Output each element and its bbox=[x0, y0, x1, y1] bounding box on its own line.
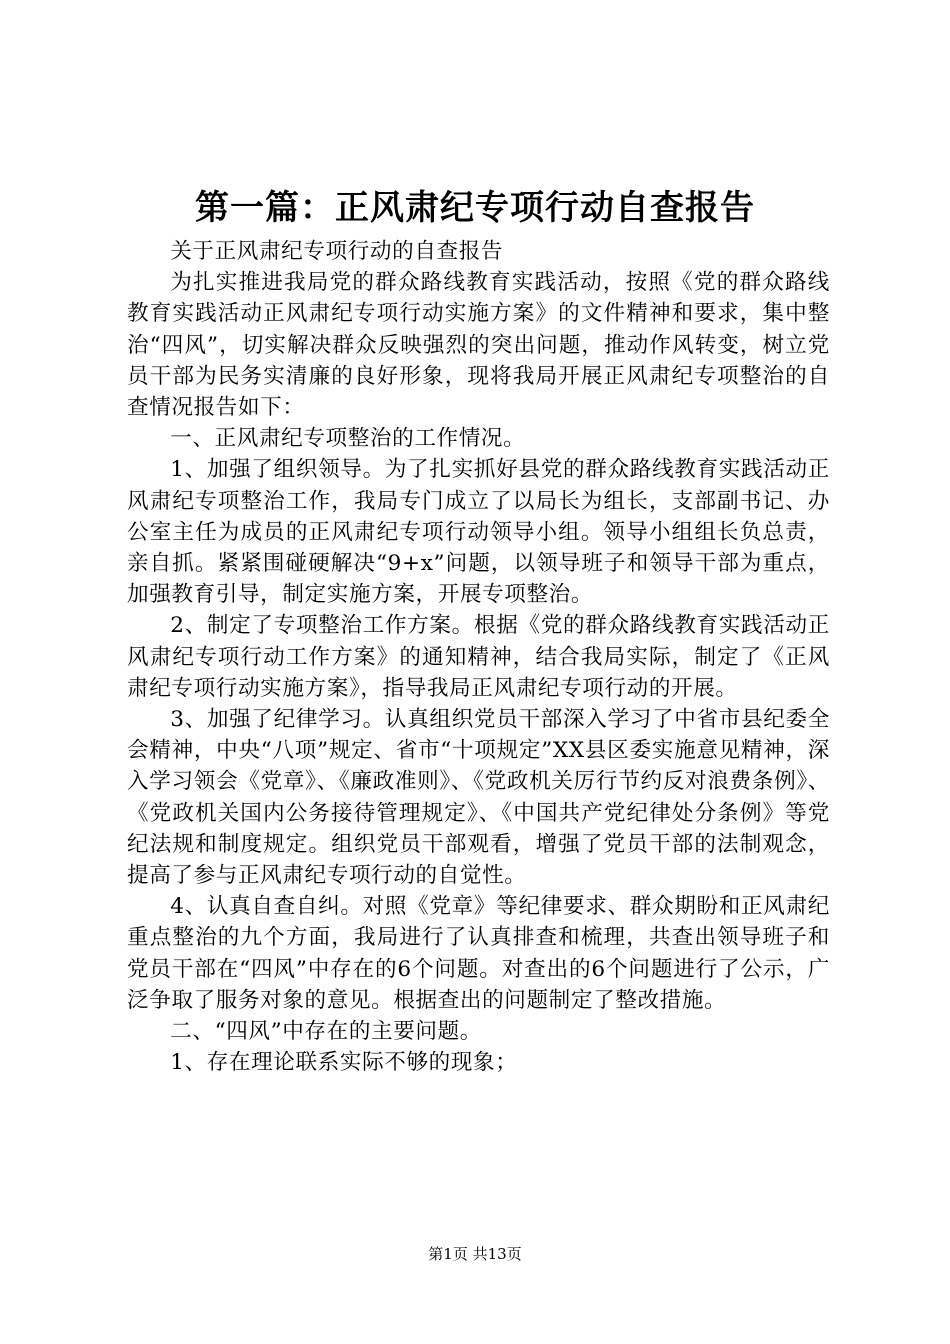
section-heading-main-problems: 二、“四风”中存在的主要问题。 bbox=[170, 1019, 482, 1045]
paragraph-item-1: 1、加强了组织领导。为了扎实抓好县党的群众路线教育实践活动正风肃纪专项整治工作，我局专门成立了以局长为组长，支部副书记、办公室主任为成员的正风肃纪专项行动领导小组。领导小组组长负总责，亲自抓。紧紧围碰硬解决“9+x”问题，以领导班子和领导干部为重点，加强教育引导，制定实施方案，开展专项整治。 bbox=[127, 457, 830, 608]
paragraph-problem-1: 1、存在理论联系实际不够的现象； bbox=[170, 1050, 518, 1076]
paragraph-report-subtitle: 关于正风肃纪专项行动的自查报告 bbox=[170, 239, 504, 264]
paragraph-item-2: 2、制定了专项整治工作方案。根据《党的群众路线教育实践活动正风肃纪专项行动工作方案》的通知精神，结合我局实际，制定了《正风肃纪专项行动实施方案》，指导我局正风肃纪专项行动的开展。 bbox=[127, 613, 830, 701]
document-title: 第一篇：正风肃纪专项行动自查报告 bbox=[195, 188, 755, 228]
paragraph-item-3: 3、加强了纪律学习。认真组织党员干部深入学习了中省市县纪委全会精神，中央“八项”规定、省市“十项规定”XX县区委实施意见精神，深入学习领会《党章》、《廉政准则》、《党政机关厉行节约反对浪费条例》、《党政机关国内公务接待管理规定》、《中国共产党纪律处分条例》等党纪法规和制度规定。组织党员干部观看，增强了党员干部的法制观念，提高了参与正风肃纪专项行动的自觉性。 bbox=[127, 707, 830, 889]
page-number-footer: 第1页 共13页 bbox=[428, 1245, 522, 1263]
paragraph-item-4: 4、认真自查自纠。对照《党章》等纪律要求、群众期盼和正风肃纪重点整治的九个方面，我局进行了认真排查和梳理，共查出领导班子和党员干部在“四风”中存在的6个问题。对查出的6个问题进行了公示，广泛争取了服务对象的意见。根据查出的问题制定了整改措施。 bbox=[127, 894, 830, 1013]
section-heading-work-status: 一、正风肃纪专项整治的工作情况。 bbox=[170, 426, 526, 452]
paragraph-introduction: 为扎实推进我局党的群众路线教育实践活动，按照《党的群众路线教育实践活动正风肃纪专项行动实施方案》的文件精神和要求，集中整治“四风”，切实解决群众反映强烈的突出问题，推动作风转变，树立党员干部为民务实清廉的良好形象，现将我局开展正风肃纪专项整治的自查情况报告如下： bbox=[127, 270, 830, 421]
document-body bbox=[127, 236, 830, 1078]
